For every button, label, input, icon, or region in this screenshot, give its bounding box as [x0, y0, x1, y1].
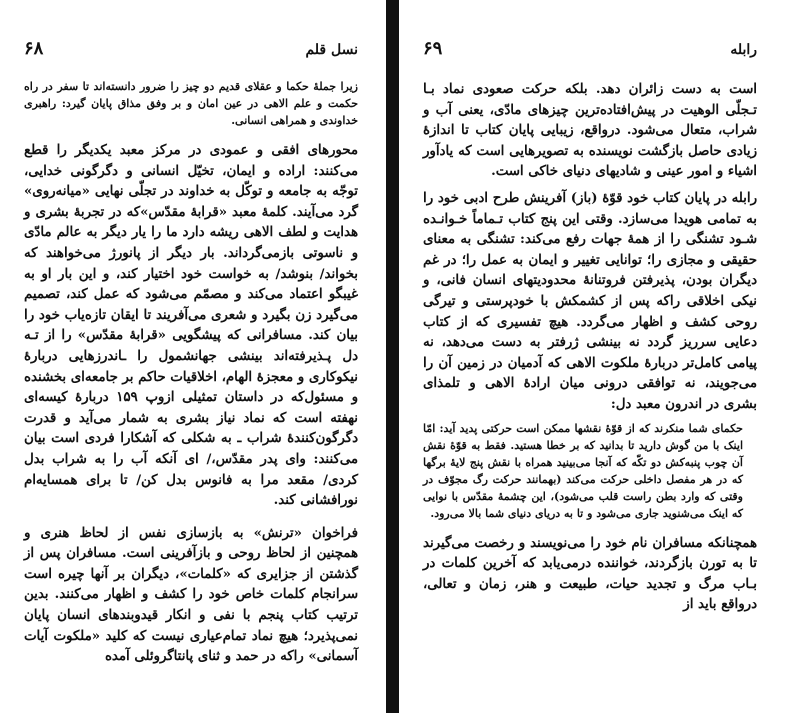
left-page: [0, 0, 386, 713]
paragraph: رابله در پایان کتاب خود قوّهٔ (باز) آفرینش طرح ادبی خود را به تمامی هویدا می‌سازد. وقتی این پنج کتاب تـماماً خـوانـده شـود تشنگی را از همهٔ جهات رفع می‌کند: تشنگی به معنای حقیقی و مجازی را؛ توانایی تغییر و ایمان به عمل را؛ در غم دیگران بودن، پذیرفتن فروتنانهٔ محدودیتهای انسان فانی، و نیکی اخلاقی راکه پس از کشمکش با خودپرستی و تیرگی روحی کشف و اظهار می‌گردد. هیچ تفسیری که از کتاب دعایی سرریز گردد نه بینشی ژرفتر به دست می‌دهد، نه پیامی کامل‌تر دربارهٔ ملکوت الاهی که آدمیان در زمین آن را می‌جویند، نه توافقی درونی میان ارادهٔ الاهی و تلمذای بشری در اندرون معبد دل:: [423, 190, 757, 412]
left-page-header: [24, 38, 358, 64]
page-number: ۶۹: [423, 38, 443, 59]
right-page: [399, 0, 797, 713]
right-page-header: [423, 38, 757, 64]
block-quote: حکمای شما منکرند که از قوّهٔ نقشها ممکن است حرکتی پدید آید: امّا اینک با من گوش دارید تا بدانید که بر خطا هستید. فقط به قوّهٔ نقش آن چوب پنبه‌کش دو تکّه که آنجا می‌بینید همراه با نقش پنج لایهٔ برگها که در هر مفصل داخلی حرکت می‌کند (بهمانند حرکت رگ مجوّف در وقتی که وارد بطن راست قلب می‌شود)، این چشمهٔ مقدّس با نوایی که اینک می‌شنوید جاری می‌شود و تا به دریای دنیای شما بالا می‌رود.: [423, 421, 743, 520]
page-number: ۶۸: [24, 38, 44, 59]
book-gutter: [386, 0, 399, 713]
paragraph: محورهای افقی و عمودی در مرکز معبد یکدیگر را قطع می‌کنند: اراده و ایمان، تخیّل انسانی و دگرگونی خدایی، توجّه به جامعه و توکّل به خداوند در تجلّی نهایی «میانه‌روی» گرد می‌آیند. کلمهٔ معبد «قرابهٔ مقدّس»که در تجربهٔ بشری و هدایت و لطف الاهی ریشه دارد ما را یار دیگر به عالم مادّی و ناسوتی بازمی‌گرداند. بار دیگر از پانورژ می‌خواهند که بخواند/ بنوشد/ به خواست خود اختیار کند، و این بار او به غیبگو اعتماد می‌کند و مصمّم می‌شود که عمل کند، تصمیم می‌گیرد زن بگیرد و شعری می‌آفریند تا ایقان تازه‌یاب خود را بیان کند. مسافرانی که پیشگویی «قرابهٔ مقدّس» را از تـه دل پـذیرفته‌اند بینشی جهانشمول را ـاندرزهایی دربارهٔ نیکوکاری و معجزهٔ الهام، اخلاقیات حاکم بر جامعه‌ای بخشنده و مسئول‌که در داستان تمثیلی ازوپ ۱۵۹ دربارهٔ کیسه‌ای نهفته است که نماد نیاز بشری به شمار می‌آید و قدرت دگرگون‌کنندهٔ شراب ـ به شکلی که آشکارا فردی است بیان می‌کنند: وای پدر مقدّس،/ ای آنکه آب را به شراب بدل کردی/ مقعد مرا به فانوس بدل کن/ تا برای همسایه‌ام نورافشانی کند.: [24, 143, 358, 509]
paragraph: فراخوان «ترنش» به بازسازی نفس از لحاظ هنری و همچنین از لحاظ روحی و بازآفرینی است. مسافران پس از گذشتن از جزایری که «کلمات»، دیگران بر آنها چیره است سرانجام کلمات خاص خود را کشف و اظهار می‌کنند. بدین ترتیب کتاب پنجم با نفی و انکار قیدوبندهای انسان پایان نمی‌پذیرد؛ هیچ نماد تمام‌عیاری نیست که کلید «ملکوت آیات آسمانی» راکه در حمد و ثنای پانتاگروئلی آمده: [24, 525, 358, 665]
paragraph: همچنانکه مسافران نام خود را می‌نویسند و رخصت می‌گیرند تا به تورن بازگردند، خواننده درمی‌یابد که آخرین کلمات در بـاب مرگ و تجدید حیات، طبیعت و هنر، زمان و تعالی، درواقع باید از: [423, 535, 757, 613]
footnote: زیرا جملهٔ حکما و عقلای قدیم دو چیز را ضرور دانسته‌اند تا سفر در راه حکمت و علم الاهی در عین امان و بر وفق مذاق پایان گیرد: راهبری خداوندی و همراهی انسانی.: [24, 80, 358, 127]
running-title: رابله: [730, 42, 757, 58]
paragraph: است به دست زائران دهد. بلکه حرکت صعودی نماد بـا تـجلّی الوهیت در پیش‌افتاده‌ترین چیزهای مادّی، یعنی آب و شراب، متعال می‌شود. درواقع، زیبایی پایان کتاب تا اندازهٔ زیادی حاصل بازگشت نویسنده به تصویرهایی است که یادآور اشیاء و امور عینی و شادیهای دنیای خاکی است.: [423, 82, 757, 180]
running-title: نسل قلم: [305, 42, 358, 58]
